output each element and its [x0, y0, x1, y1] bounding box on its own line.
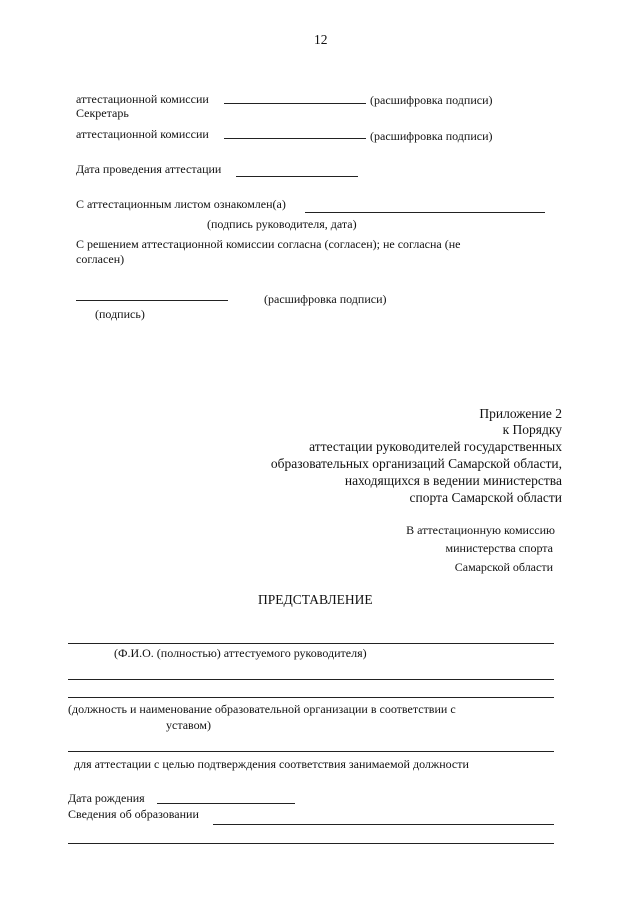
- position-hint-1: (должность и наименование образовательной организации в соответствии с: [68, 702, 456, 716]
- secretary-label: Секретарь: [76, 106, 129, 120]
- birth-date-label: Дата рождения: [68, 791, 145, 805]
- acquainted-label: С аттестационным листом ознакомлен(а): [76, 197, 286, 211]
- appendix-line-2: к Порядку: [502, 422, 562, 437]
- position-line-1: [68, 679, 554, 680]
- education-line-2: [68, 843, 554, 844]
- form-title: ПРЕДСТАВЛЕНИЕ: [258, 592, 373, 607]
- appendix-line-3: аттестации руководителей государственных: [309, 439, 562, 454]
- acquainted-line: [305, 212, 545, 213]
- page-number: 12: [314, 32, 328, 47]
- decode-hint-2: (расшифровка подписи): [370, 129, 493, 143]
- birth-date-line: [157, 803, 295, 804]
- decision-text-2: согласен): [76, 252, 125, 266]
- decision-text-1: С решением аттестационной комиссии согласна (согласен); не согласна (не: [76, 237, 461, 251]
- education-line-1: [213, 824, 554, 825]
- addressee-line-2: министерства спорта: [445, 541, 553, 555]
- signature-hint: (подпись): [95, 307, 145, 321]
- commission-label-2: аттестационной комиссии: [76, 127, 209, 141]
- addressee-line-3: Самарской области: [454, 560, 553, 574]
- attestation-date-label: Дата проведения аттестации: [76, 162, 222, 176]
- purpose-line: [68, 751, 554, 752]
- appendix-line-4: образовательных организаций Самарской области,: [270, 456, 562, 471]
- appendix-line-6: спорта Самарской области: [409, 490, 562, 505]
- appendix-line-5: находящихся в ведении министерства: [344, 473, 562, 488]
- signature-line-2: [224, 138, 366, 139]
- addressee-line-1: В аттестационную комиссию: [406, 523, 555, 537]
- purpose-text: для аттестации с целью подтверждения соответствия занимаемой должности: [74, 757, 469, 771]
- fio-line: [68, 643, 554, 644]
- decode-hint-1: (расшифровка подписи): [370, 93, 493, 107]
- fio-hint: (Ф.И.О. (полностью) аттестуемого руководителя): [114, 646, 367, 660]
- position-hint-2: уставом): [166, 718, 211, 732]
- decode-hint-3: (расшифровка подписи): [264, 292, 387, 306]
- attestation-date-line: [236, 176, 358, 177]
- commission-label-1: аттестационной комиссии: [76, 92, 209, 106]
- appendix-line-1: Приложение 2: [479, 406, 562, 421]
- position-line-2: [68, 697, 554, 698]
- signature-line-1: [224, 103, 366, 104]
- acquainted-hint: (подпись руководителя, дата): [207, 217, 357, 231]
- education-label: Сведения об образовании: [68, 807, 199, 821]
- signature-line-3: [76, 300, 228, 301]
